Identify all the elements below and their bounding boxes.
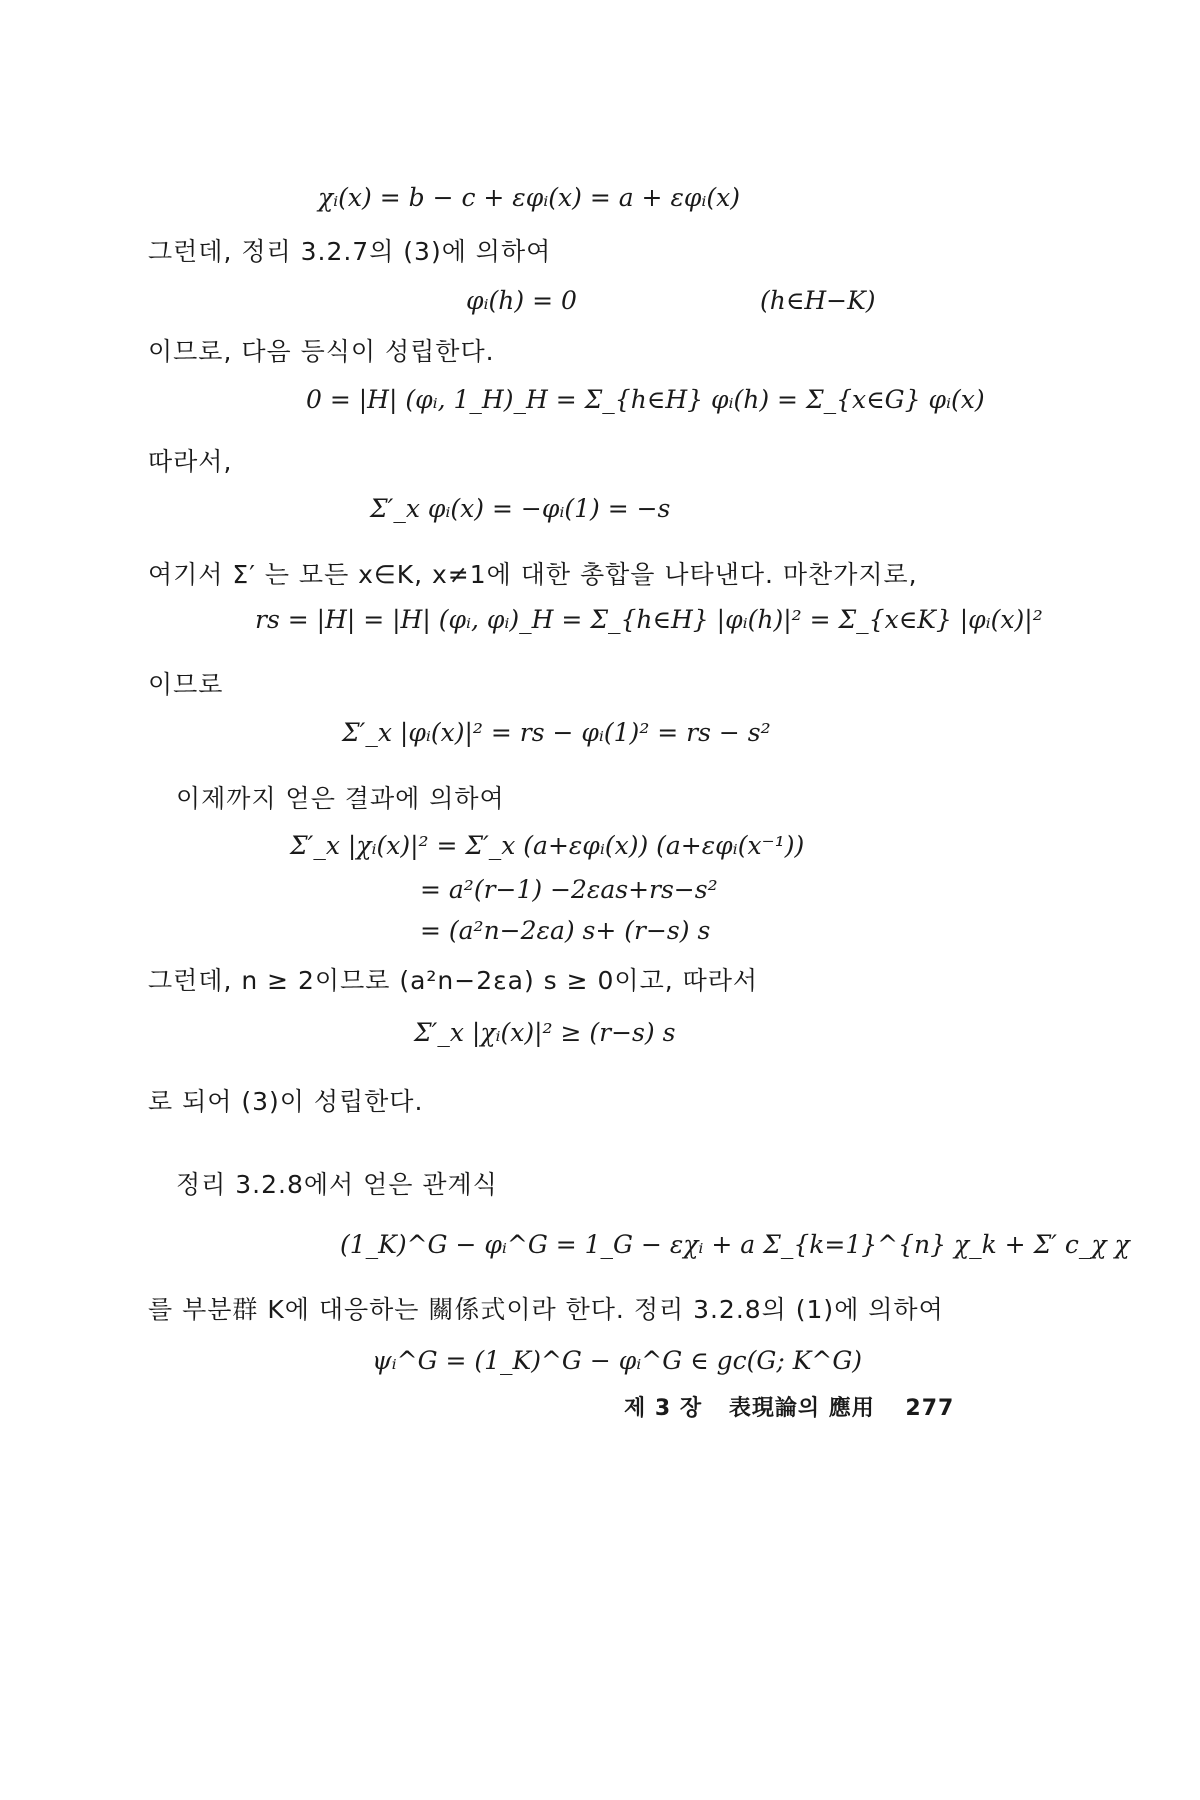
- footer-title: 表現論의 應用: [728, 1396, 875, 1421]
- equation-sum-prime-chi-2: = a²(r−1) −2εas+rs−s²: [420, 875, 718, 904]
- paragraph-line: 그런데, 정리 3.2.7의 (3)에 의하여: [148, 237, 552, 266]
- equation-rs: rs = |H| = |H| (φᵢ, φᵢ)_H = Σ_{h∈H} |φᵢ(h)|² = Σ_{x∈K} |φᵢ(x)|²: [255, 605, 1043, 634]
- paragraph-line: 이므로: [148, 670, 224, 699]
- equation-condition: (h∈H−K): [760, 286, 876, 315]
- equation-sum-prime-chi-3: = (a²n−2εa) s+ (r−s) s: [420, 916, 711, 945]
- paragraph-line: 이제까지 얻은 결과에 의하여: [176, 784, 505, 813]
- equation-chi-i: χᵢ(x) = b − c + εφᵢ(x) = a + εφᵢ(x): [318, 183, 741, 212]
- equation-psi: ψᵢ^G = (1_K)^G − φᵢ^G ∈ gc(G; K^G): [372, 1346, 863, 1375]
- page-footer: [624, 1396, 954, 1422]
- footer-chapter: 제 3 장: [624, 1396, 703, 1421]
- page-number: 277: [905, 1396, 955, 1421]
- equation-inequality: Σ′_x |χᵢ(x)|² ≥ (r−s) s: [414, 1018, 676, 1047]
- equation-sum-prime-phi-squared: Σ′_x |φᵢ(x)|² = rs − φᵢ(1)² = rs − s²: [342, 718, 771, 747]
- paragraph-line: 여기서 Σ′ 는 모든 x∈K, x≠1에 대한 총합을 나타낸다. 마찬가지로,: [148, 560, 918, 589]
- paragraph-line: 정리 3.2.8에서 얻은 관계식: [176, 1170, 498, 1199]
- equation-sum-prime-phi: Σ′_x φᵢ(x) = −φᵢ(1) = −s: [370, 494, 671, 523]
- paragraph-line: 그런데, n ≥ 2이므로 (a²n−2εa) s ≥ 0이고, 따라서: [148, 966, 759, 995]
- equation-sum-phi: 0 = |H| (φᵢ, 1_H)_H = Σ_{h∈H} φᵢ(h) = Σ_{x∈G} φᵢ(x): [306, 385, 985, 414]
- paragraph-line: 이므로, 다음 등식이 성립한다.: [148, 337, 495, 366]
- equation-phi-h: φᵢ(h) = 0: [466, 286, 577, 315]
- equation-relation: (1_K)^G − φᵢ^G = 1_G − εχᵢ + a Σ_{k=1}^{n} χ_k + Σ′ c_χ χ: [340, 1230, 1130, 1259]
- equation-sum-prime-chi-1: Σ′_x |χᵢ(x)|² = Σ′_x (a+εφᵢ(x)) (a+εφᵢ(x⁻¹)): [290, 831, 805, 860]
- paragraph-line: 로 되어 (3)이 성립한다.: [148, 1087, 424, 1116]
- paragraph-line: 따라서,: [148, 447, 233, 476]
- paragraph-line: 를 부분群 K에 대응하는 關係式이라 한다. 정리 3.2.8의 (1)에 의하여: [148, 1295, 944, 1324]
